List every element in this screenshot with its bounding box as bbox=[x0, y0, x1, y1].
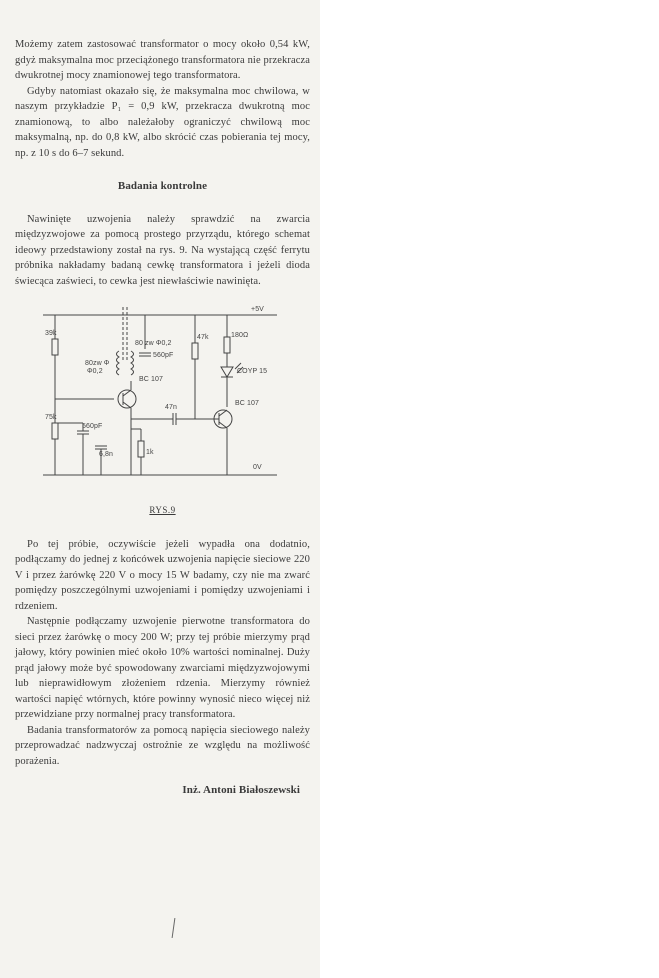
led-label: COYP 15 bbox=[237, 368, 268, 375]
resistor-1k bbox=[138, 441, 144, 457]
ground-label: 0V bbox=[253, 464, 262, 471]
coil1b-label: Φ0,2 bbox=[87, 368, 103, 375]
schematic-drawing bbox=[15, 301, 310, 501]
pencil-mark bbox=[172, 918, 176, 938]
paragraph: Następnie podłączamy uzwojenie pierwotne transformatora do sieci przez żarówkę o mocy 200 W; przy tej próbie mierzymy prąd jałowy, który powinien mieć około 10% wartości nominalnej. Duży prąd jałowy może być spowodowany zwarciami międzyzwojowymi lub nieprawidłowym złożeniem rdzenia. Mierzymy również wartości napięć wtórnych, które powinny wynosić nieco więcej niż przewidziane przy normalnej pracy transformatora. bbox=[15, 616, 310, 720]
r1-label: 39k bbox=[45, 330, 57, 337]
c1-label: 560pF bbox=[82, 423, 103, 430]
coil1-label: 80zw Φ bbox=[85, 360, 110, 367]
c3-label: 560pF bbox=[153, 352, 174, 359]
coil-right bbox=[131, 351, 134, 375]
section-heading: Badania kontrolne bbox=[117, 180, 208, 192]
r5-label: 180Ω bbox=[231, 332, 249, 339]
t1-label: BC 107 bbox=[139, 376, 163, 383]
scanned-page bbox=[0, 0, 320, 978]
article-column bbox=[15, 37, 310, 799]
resistor-180 bbox=[224, 337, 230, 353]
t2-label: BC 107 bbox=[235, 400, 259, 407]
resistor-47k bbox=[192, 343, 198, 359]
paragraph: Po tej próbie, oczywiście jeżeli wypadła ona dodatnio, podłączamy do jednej z końcówek uzwojenia napięcie sieciowe 220 V i przez żarówkę 220 V o mocy 15 W badamy, czy nie ma zwarć pomiędzy poszczególnymi uzwojeniami i pomiędzy uzwojeniami i rdzeniem. bbox=[15, 538, 310, 612]
resistor-39k bbox=[52, 339, 58, 355]
c2-label: 6,8n bbox=[99, 451, 114, 458]
coil2-label: 80 zw Φ0,2 bbox=[135, 340, 172, 347]
paragraph: Badania transformatorów za pomocą napięcia sieciowego należy przeprowadzać nadzwyczaj ostrożnie ze względu na możliwość porażenia. bbox=[15, 724, 310, 767]
r4-label: 47k bbox=[197, 334, 209, 341]
paragraph: Nawinięte uzwojenia należy sprawdzić na zwarcia międzyzwojowe za pomocą prostego przyrządu, którego schemat ideowy przedstawiony został na rys. 9. Na wystającą część ferrytu próbnika nakładamy badaną cewkę transformatora i jeżeli dioda świecąca zaświeci, to cewka jest niewłaściwie nawinięta. bbox=[15, 213, 310, 287]
supply-label: +5V bbox=[251, 306, 264, 313]
c4-label: 47n bbox=[165, 404, 177, 411]
circuit-schematic bbox=[15, 301, 310, 501]
r2-label: 75k bbox=[45, 414, 57, 421]
figure-caption: RYS.9 bbox=[149, 505, 176, 515]
led-diode bbox=[221, 367, 233, 377]
author-signature: Inż. Antoni Białoszewski bbox=[182, 784, 300, 796]
r3-label: 1k bbox=[146, 449, 154, 456]
resistor-75k bbox=[52, 423, 58, 439]
coil-left bbox=[117, 351, 120, 375]
paragraph: Gdyby natomiast okazało się, że maksymalna moc chwilowa, w naszym przykładzie P₁ = 0,9 kW, przekracza dwukrotną moc znamionową, to albo należałoby ograniczyć chwilową moc maksymalną, np. do 0,8 kW, albo skrócić czas pobierania tej mocy, np. z 10 s do 6–7 sekund. bbox=[15, 85, 310, 159]
paragraph: Możemy zatem zastosować transformator o mocy około 0,54 kW, gdyż maksymalna moc przeciążonego transformatora nie przekracza dwukrotnej mocy znamionowej tego transformatora. bbox=[15, 39, 310, 81]
